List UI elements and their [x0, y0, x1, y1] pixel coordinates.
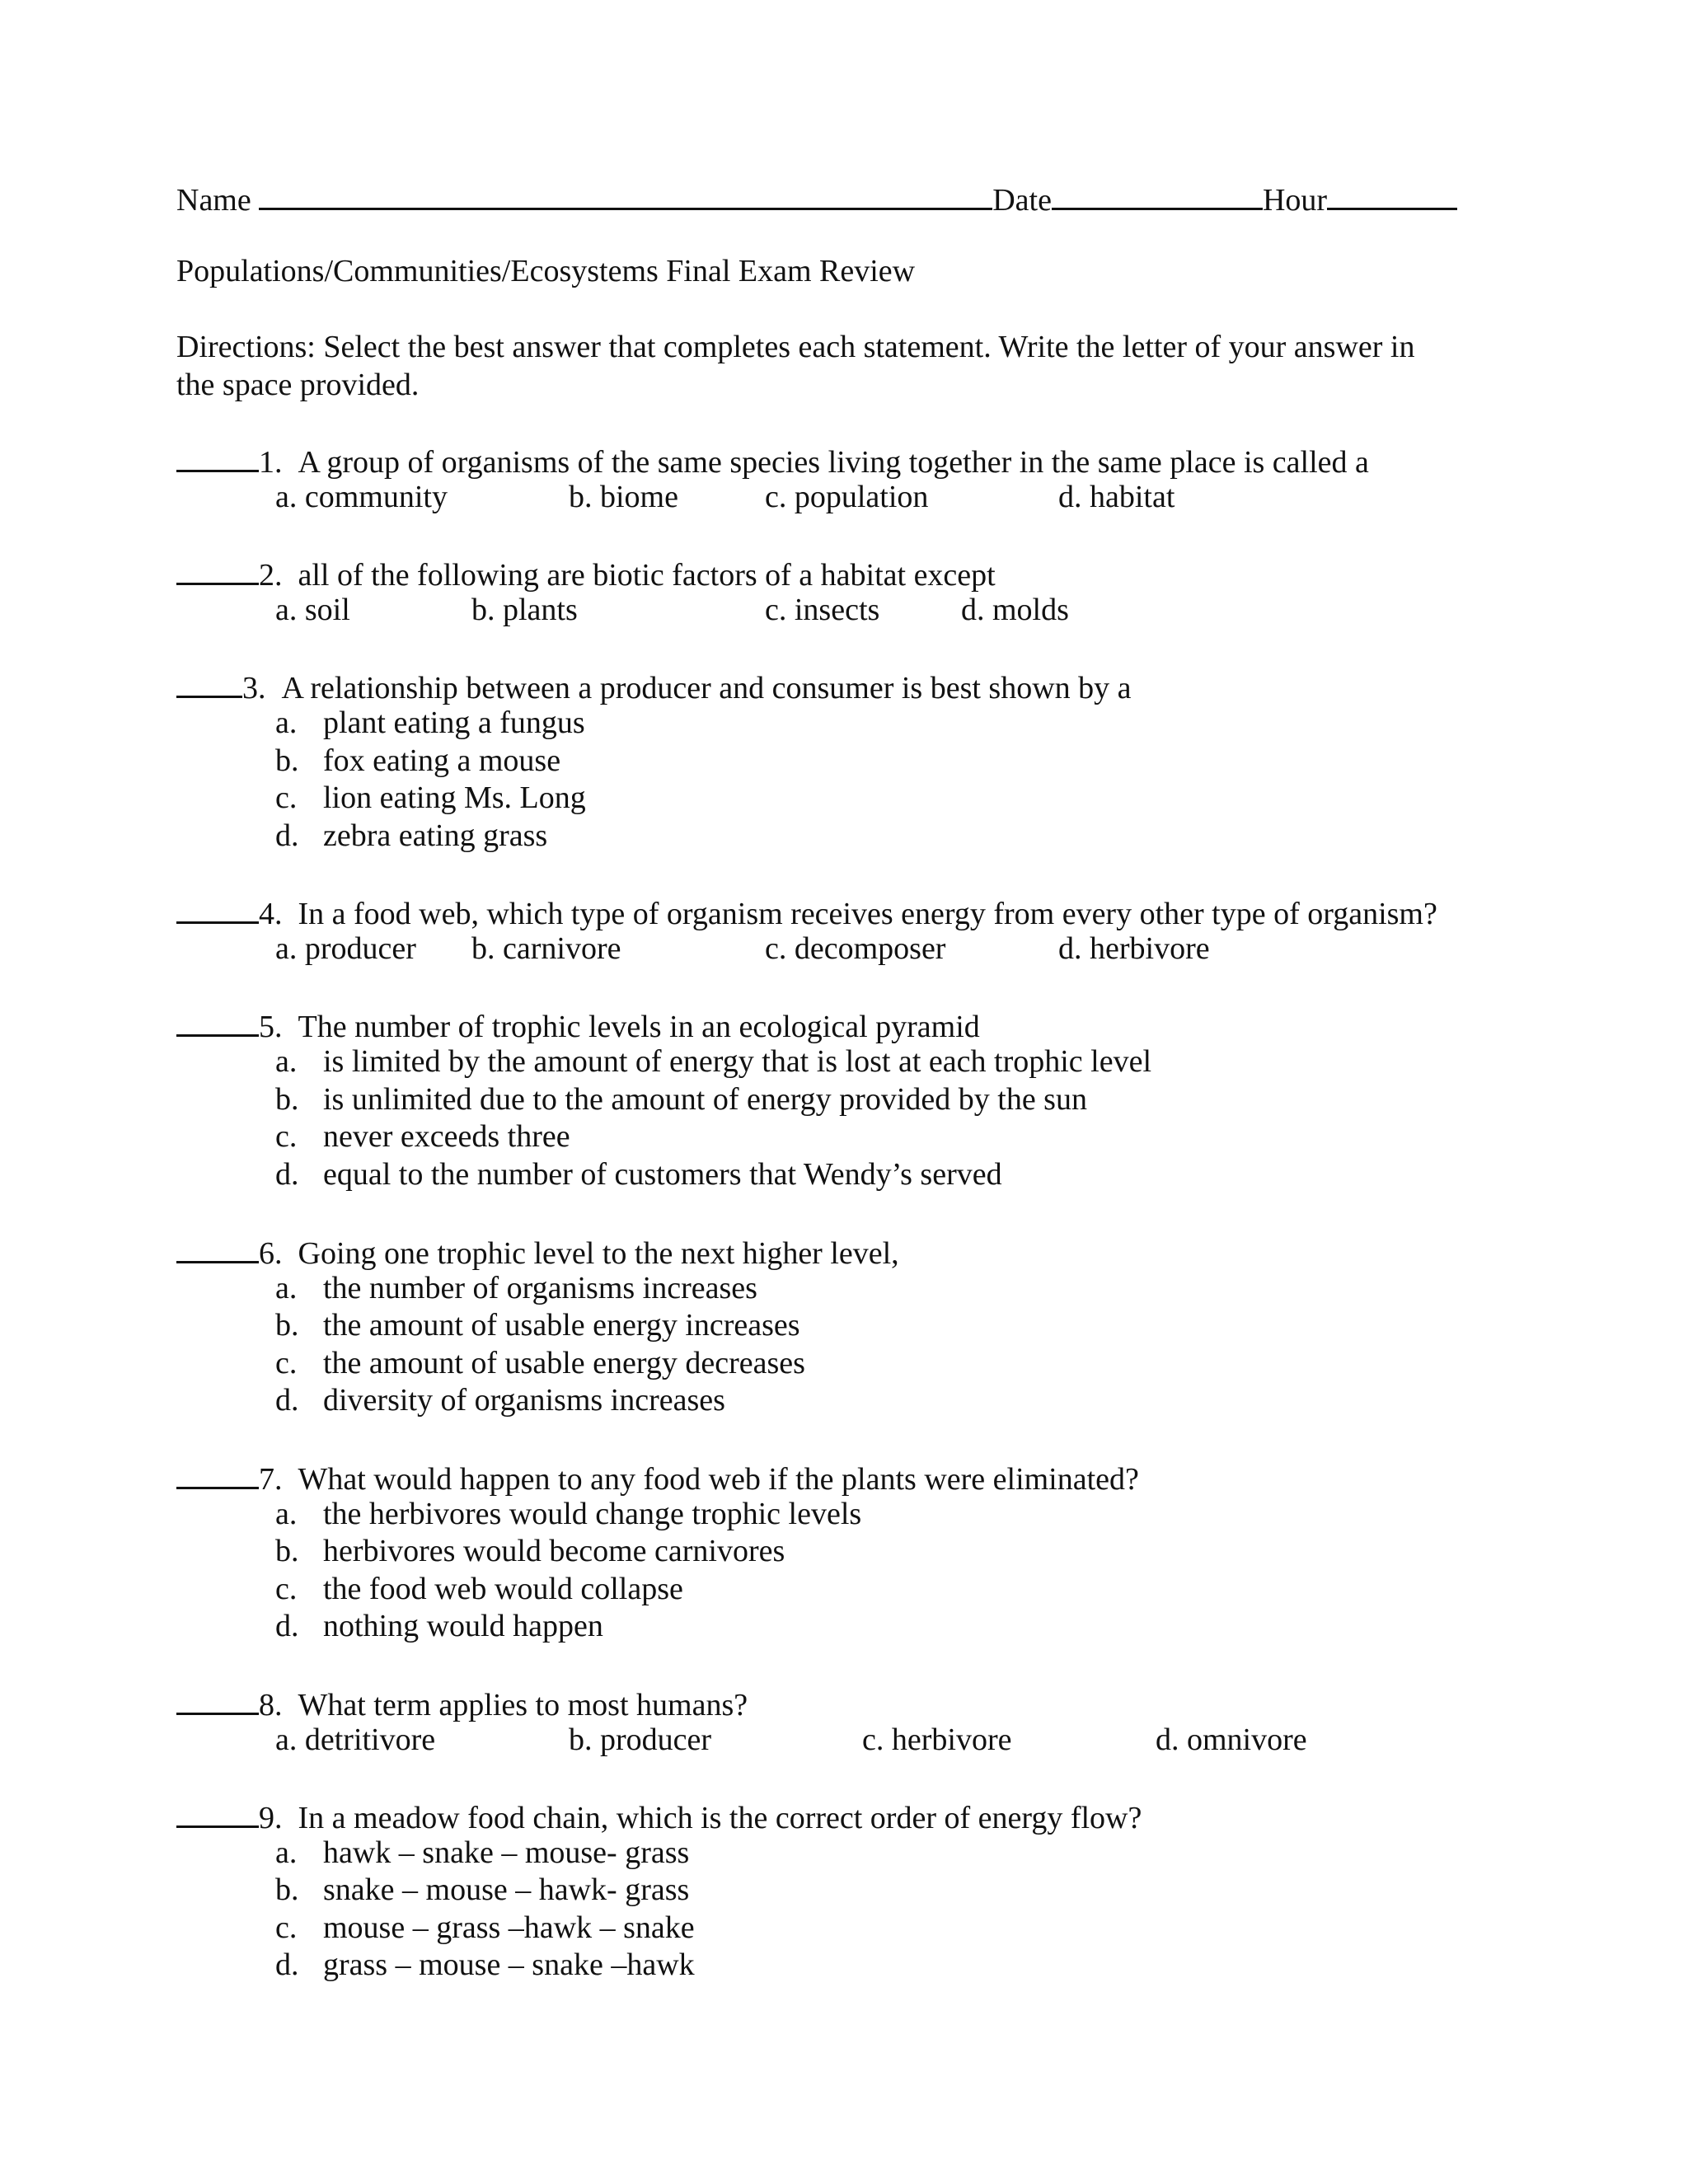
option-text: equal to the number of customers that Wendy’s served	[323, 1157, 1002, 1192]
option-text: never exceeds three	[323, 1119, 570, 1154]
option-text: the amount of usable energy decreases	[323, 1346, 805, 1380]
option-letter: c.	[275, 1572, 298, 1606]
header-line	[176, 178, 1457, 219]
option-letter: b.	[275, 1872, 299, 1907]
hour-blank[interactable]	[1327, 178, 1457, 210]
option-a: a. detritivore	[275, 1722, 436, 1757]
answer-blank[interactable]	[176, 1683, 259, 1715]
question-2	[176, 553, 996, 594]
option-text: fox eating a mouse	[323, 743, 561, 778]
question-text: A group of organisms of the same species living together in the same place is called a	[298, 445, 1369, 480]
question-5	[176, 1005, 980, 1046]
option-text: the food web would collapse	[323, 1572, 683, 1606]
option-letter: a.	[275, 1835, 298, 1870]
option-letter: b.	[275, 1534, 299, 1568]
option-letter: b.	[275, 743, 299, 778]
option-c: c. decomposer	[765, 931, 946, 966]
question-text: The number of trophic levels in an ecological pyramid	[298, 1010, 980, 1044]
option-d: d. molds	[961, 593, 1069, 627]
option-letter: d.	[275, 1609, 299, 1643]
option-d: d. habitat	[1058, 480, 1175, 514]
answer-blank[interactable]	[176, 1796, 259, 1828]
option-letter: c.	[275, 1119, 298, 1154]
question-text: In a food web, which type of organism receives energy from every other type of organism?	[298, 897, 1437, 931]
question-number: 5.	[259, 1010, 283, 1044]
option-b: b. carnivore	[471, 931, 621, 966]
option-text: the amount of usable energy increases	[323, 1308, 800, 1343]
question-number: 1.	[259, 445, 283, 480]
date-blank[interactable]	[1052, 178, 1263, 210]
option-letter: b.	[275, 1082, 299, 1117]
option-letter: b.	[275, 1308, 299, 1343]
option-a: a. soil	[275, 593, 350, 627]
option-text: plant eating a fungus	[323, 705, 585, 740]
question-number: 3.	[242, 671, 266, 705]
directions-line-2: the space provided.	[176, 368, 420, 402]
option-text: is limited by the amount of energy that is lost at each trophic level	[323, 1044, 1151, 1079]
answer-blank[interactable]	[176, 666, 242, 698]
question-8	[176, 1683, 748, 1724]
option-letter: a.	[275, 1271, 298, 1305]
option-text: is unlimited due to the amount of energy provided by the sun	[323, 1082, 1087, 1117]
answer-blank[interactable]	[176, 1457, 259, 1489]
option-c: c. herbivore	[862, 1722, 1012, 1757]
question-text: In a meadow food chain, which is the correct order of energy flow?	[298, 1801, 1142, 1835]
option-letter: d.	[275, 1383, 299, 1418]
option-letter: c.	[275, 780, 298, 815]
question-number: 7.	[259, 1462, 283, 1497]
option-letter: d.	[275, 1947, 299, 1982]
question-number: 9.	[259, 1801, 283, 1835]
option-letter: c.	[275, 1910, 298, 1945]
option-letter: a.	[275, 1497, 298, 1531]
option-b: b. producer	[569, 1722, 712, 1757]
option-a: a. community	[275, 480, 448, 514]
option-d: d. omnivore	[1156, 1722, 1307, 1757]
question-7	[176, 1457, 1139, 1498]
option-letter: d.	[275, 1157, 299, 1192]
page-title: Populations/Communities/Ecosystems Final Exam Review	[176, 254, 916, 288]
option-b: b. plants	[471, 593, 578, 627]
question-1	[176, 440, 1369, 481]
option-text: the number of organisms increases	[323, 1271, 757, 1305]
option-letter: a.	[275, 1044, 298, 1079]
date-label: Date	[992, 183, 1052, 218]
question-number: 6.	[259, 1236, 283, 1271]
question-6	[176, 1231, 899, 1272]
option-text: snake – mouse – hawk- grass	[323, 1872, 690, 1907]
question-3	[176, 666, 1132, 707]
option-text: grass – mouse – snake –hawk	[323, 1947, 695, 1982]
hour-label: Hour	[1262, 183, 1328, 218]
option-text: hawk – snake – mouse- grass	[323, 1835, 690, 1870]
option-text: the herbivores would change trophic levels	[323, 1497, 862, 1531]
question-text: all of the following are biotic factors of a habitat except	[298, 558, 996, 593]
option-b: b. biome	[569, 480, 678, 514]
question-number: 2.	[259, 558, 283, 593]
question-text: Going one trophic level to the next higher level,	[298, 1236, 899, 1271]
option-d: d. herbivore	[1058, 931, 1210, 966]
answer-blank[interactable]	[176, 1231, 259, 1263]
option-text: herbivores would become carnivores	[323, 1534, 785, 1568]
question-number: 4.	[259, 897, 283, 931]
option-text: lion eating Ms. Long	[323, 780, 586, 815]
option-a: a. producer	[275, 931, 416, 966]
option-c: c. insects	[765, 593, 880, 627]
question-text: A relationship between a producer and consumer is best shown by a	[281, 671, 1132, 705]
answer-blank[interactable]	[176, 1005, 259, 1037]
name-label: Name	[176, 183, 251, 218]
option-text: diversity of organisms increases	[323, 1383, 725, 1418]
question-4	[176, 892, 1437, 933]
name-blank[interactable]	[259, 178, 992, 210]
question-text: What would happen to any food web if the plants were eliminated?	[298, 1462, 1139, 1497]
option-text: mouse – grass –hawk – snake	[323, 1910, 695, 1945]
directions-line-1: Directions: Select the best answer that completes each statement. Write the letter of your answer in	[176, 330, 1415, 364]
option-text: zebra eating grass	[323, 818, 548, 853]
option-c: c. population	[765, 480, 929, 514]
question-number: 8.	[259, 1688, 283, 1722]
answer-blank[interactable]	[176, 440, 259, 472]
option-letter: d.	[275, 818, 299, 853]
answer-blank[interactable]	[176, 553, 259, 585]
option-letter: c.	[275, 1346, 298, 1380]
option-letter: a.	[275, 705, 298, 740]
answer-blank[interactable]	[176, 892, 259, 924]
question-text: What term applies to most humans?	[298, 1688, 748, 1722]
option-text: nothing would happen	[323, 1609, 603, 1643]
question-9	[176, 1796, 1142, 1837]
